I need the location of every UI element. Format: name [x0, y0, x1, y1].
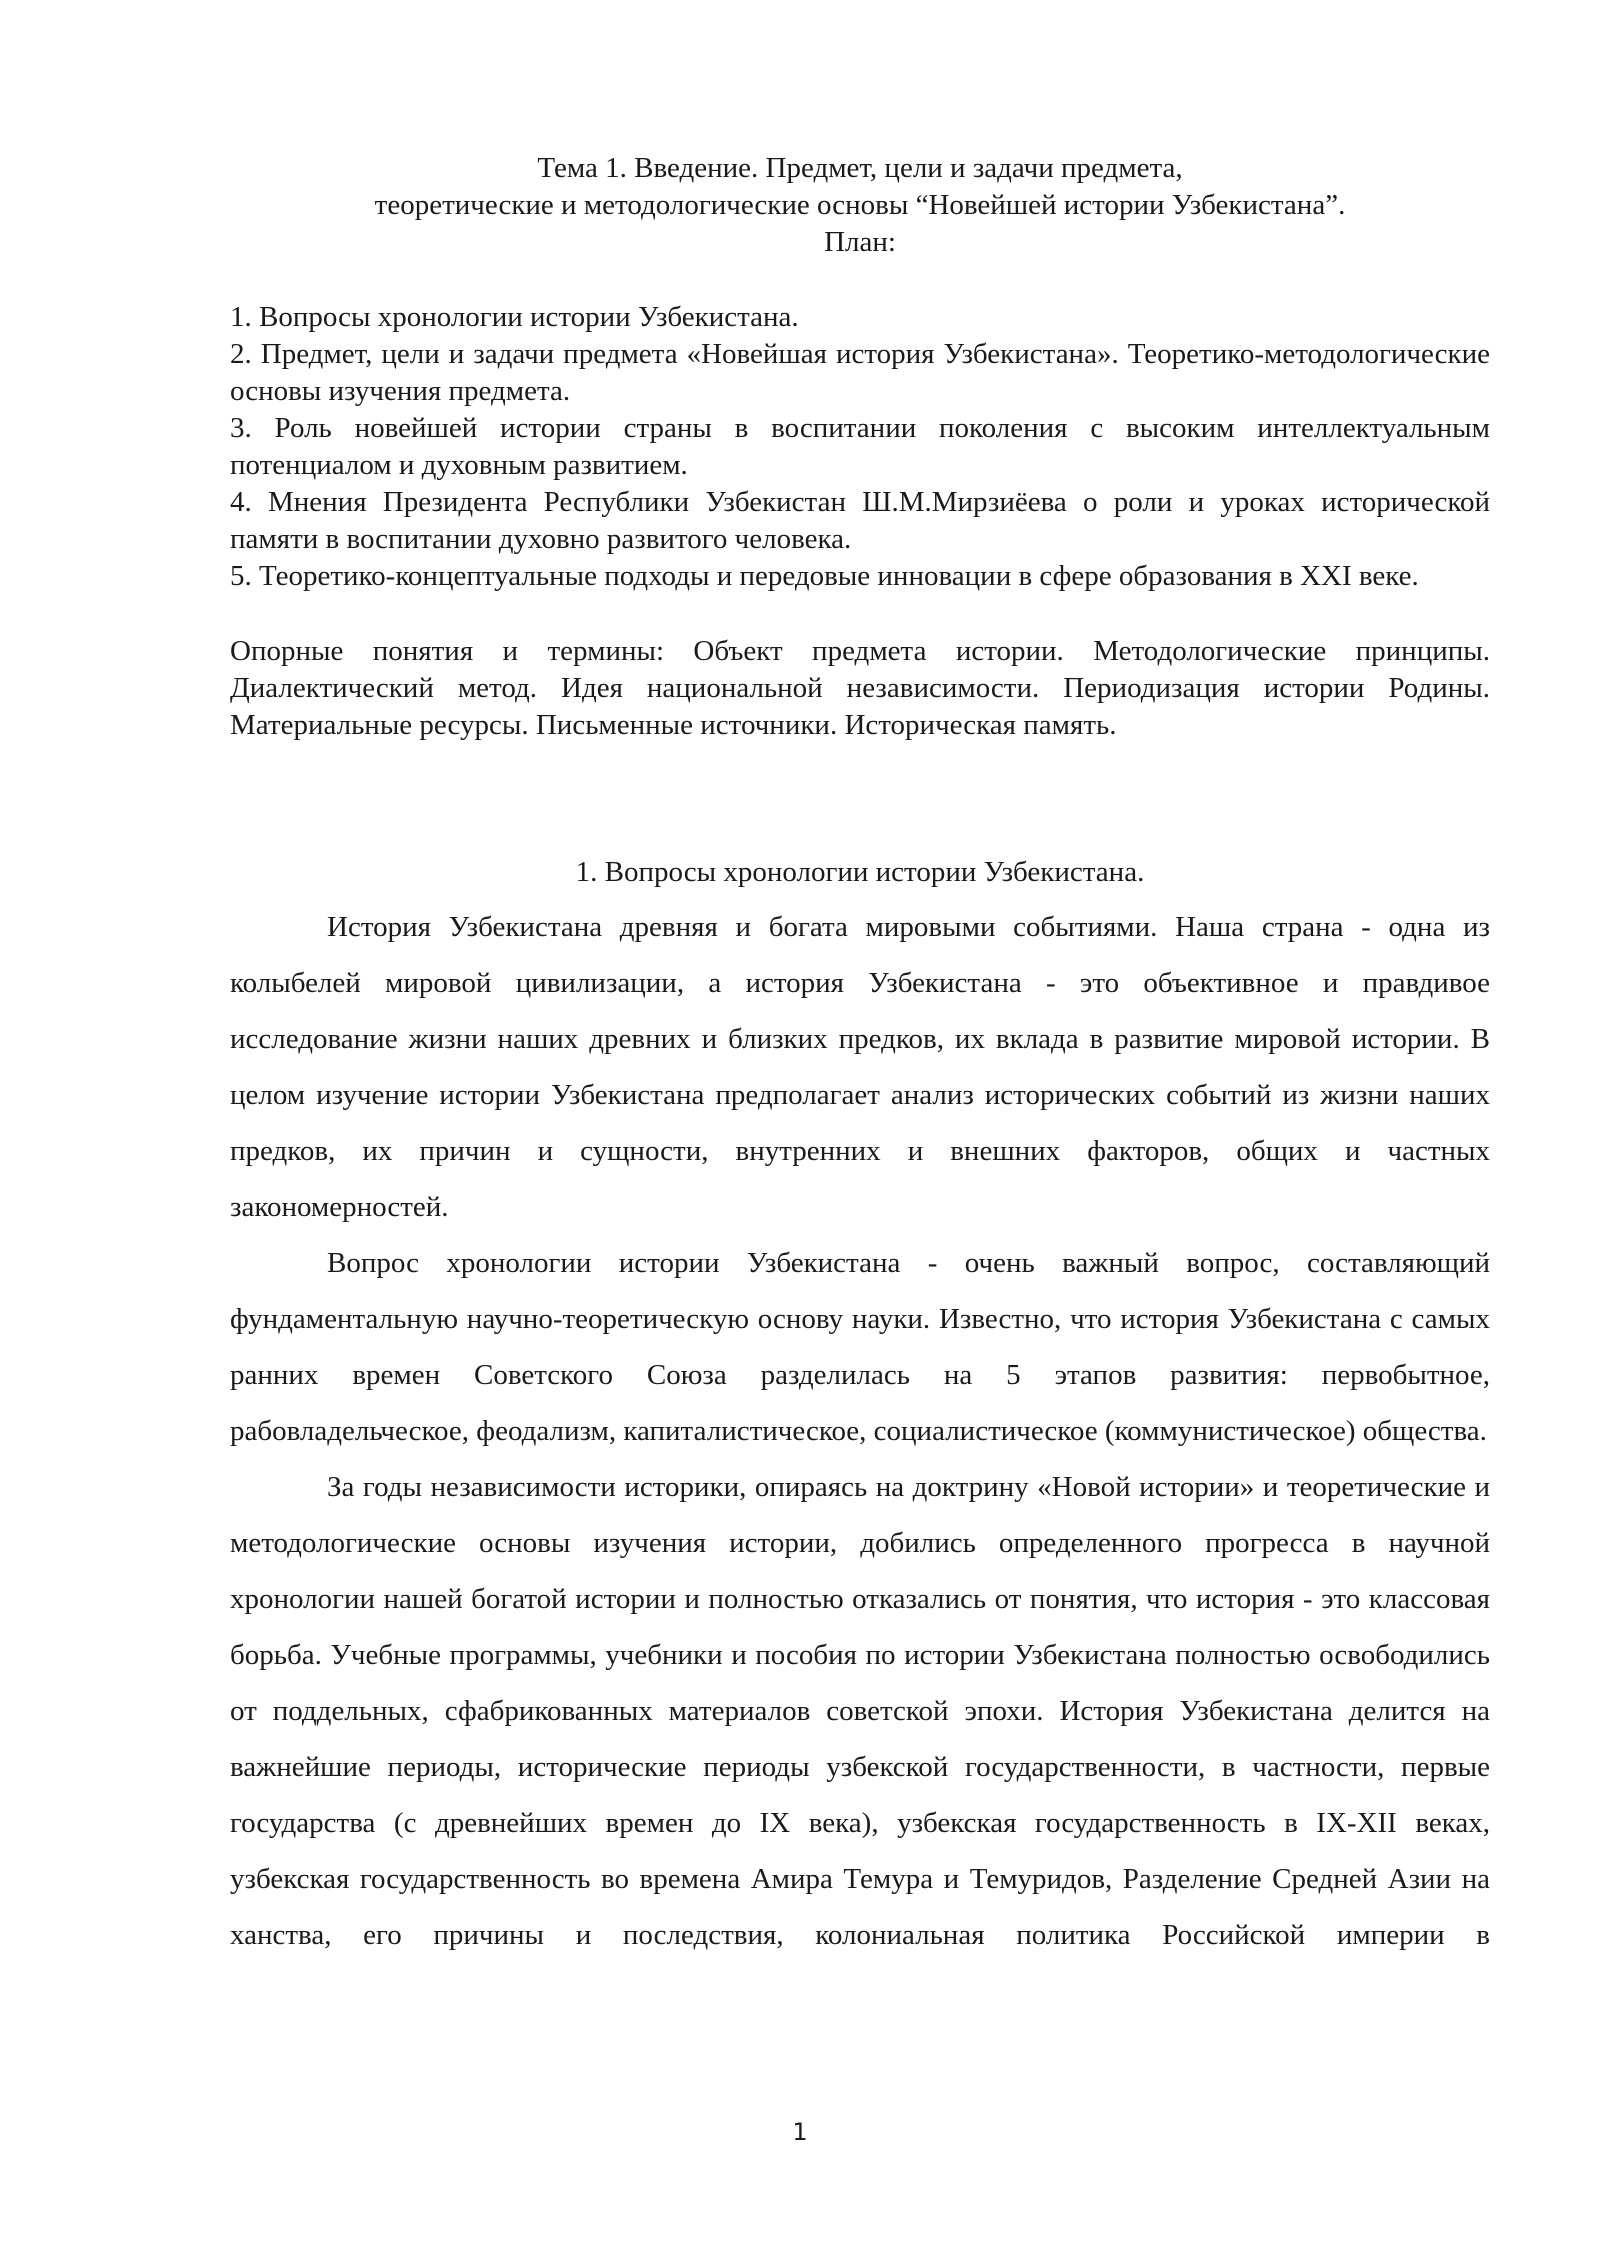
title-line-2: теоретические и методологические основы “Новейшей истории Узбекистана”.	[374, 189, 1346, 221]
plan-item-1: 1. Вопросы хронологии истории Узбекистана.	[230, 301, 799, 333]
page-number: 1	[792, 2118, 808, 2146]
plan-item-5: 5. Теоретико-концептуальные подходы и передовые инновации в сфере образования в XXI веке.	[230, 560, 1419, 592]
plan-item-2: 2. Предмет, цели и задачи предмета «Новейшая история Узбекистана». Теоретико-методологические основы изучения предмета.	[230, 338, 1490, 407]
body-paragraph-2: Вопрос хронологии истории Узбекистана - очень важный вопрос, составляющий фундаментальную научно-теоретическую основу науки. Известно, что история Узбекистана с самых ранних времен Советского Союза разделилась на 5 этапов развития: первобытное, рабовладельческое, феодализм, капиталистическое, социалистическое (коммунистическое) общества.	[230, 1247, 1490, 1447]
plan-list	[230, 299, 1490, 595]
body-paragraph-1: История Узбекистана древняя и богата мировыми событиями. Наша страна - одна из колыбелей мировой цивилизации, а история Узбекистана - это объективное и правдивое исследование жизни наших древних и близких предков, их вклада в развитие мировой истории. В целом изучение истории Узбекистана предполагает анализ исторических событий из жизни наших предков, их причин и сущности, внутренних и внешних факторов, общих и частных закономерностей.	[230, 911, 1490, 1223]
plan-label: План:	[824, 226, 896, 258]
title-line-1: Тема 1. Введение. Предмет, цели и задачи предмета,	[537, 152, 1183, 184]
document-page	[230, 150, 1490, 1963]
section-body	[230, 899, 1490, 1963]
document-title	[230, 150, 1490, 261]
plan-item-3: 3. Роль новейшей истории страны в воспитании поколения с высоким интеллектуальным потенциалом и духовным развитием.	[230, 412, 1490, 481]
key-terms-paragraph: Опорные понятия и термины: Объект предмета истории. Методологические принципы. Диалектический метод. Идея национальной независимости. Периодизация истории Родины. Материальные ресурсы. Письменные источники. Историческая память.	[230, 635, 1490, 741]
plan-item-4: 4. Мнения Президента Республики Узбекистан Ш.М.Мирзиёева о роли и уроках исторической памяти в воспитании духовно развитого человека.	[230, 486, 1490, 555]
body-paragraph-3: За годы независимости историки, опираясь на доктрину «Новой истории» и теоретические и методологические основы изучения истории, добились определенного прогресса в научной хронологии нашей богатой истории и полностью отказались от понятия, что история - это классовая борьба. Учебные программы, учебники и пособия по истории Узбекистана полностью освободились от поддельных, сфабрикованных материалов советской эпохи. История Узбекистана делится на важнейшие периоды, исторические периоды узбекской государственности, в частности, первые государства (с древнейших времен до IX века), узбекская государственность в IX-XII веках, узбекская государственность во времена Амира Темура и Темуридов, Разделение Средней Азии на ханства, его причины и последствия, колониальная политика Российской империи в	[230, 1471, 1490, 1951]
section-heading: 1. Вопросы хронологии истории Узбекистана.	[575, 856, 1145, 888]
